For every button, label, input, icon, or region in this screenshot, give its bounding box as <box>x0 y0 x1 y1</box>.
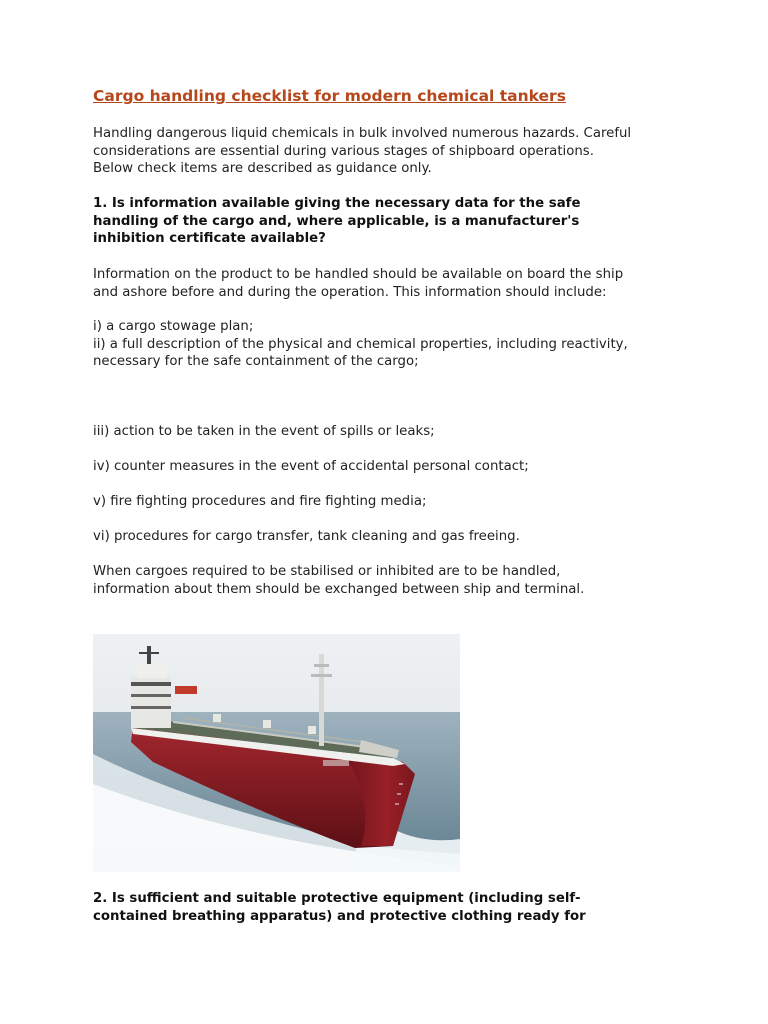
question-1-heading <box>93 195 693 248</box>
question-line: 2. Is sufficient and suitable protective equipment (including self- <box>93 891 581 906</box>
stabilised-paragraph <box>93 563 693 598</box>
info-list-items <box>93 318 693 371</box>
list-item-text: vi) procedures for cargo transfer, tank cleaning and gas freeing. <box>93 529 520 544</box>
list-item-text: iii) action to be taken in the event of spills or leaks; <box>93 424 435 439</box>
list-item <box>93 528 693 546</box>
paragraph-line: information about them should be exchanged between ship and terminal. <box>93 581 585 597</box>
list-item <box>93 493 693 511</box>
intro-line: Handling dangerous liquid chemicals in bulk involved numerous hazards. Careful <box>93 126 632 141</box>
info-paragraph <box>93 266 693 301</box>
list-item <box>93 423 693 441</box>
list-item <box>93 458 693 476</box>
tanker-photo <box>93 634 460 872</box>
intro-paragraph <box>93 125 693 178</box>
question-line: contained breathing apparatus) and protective clothing ready for <box>93 908 586 924</box>
question-line: inhibition certificate available? <box>93 231 326 247</box>
page-title: Cargo handling checklist for modern chemical tankers <box>93 87 566 105</box>
intro-line: Below check items are described as guidance only. <box>93 161 432 177</box>
question-line: 1. Is information available giving the necessary data for the safe <box>93 196 581 211</box>
info-line: and ashore before and during the operation. This information should include: <box>93 284 607 300</box>
paragraph-line: When cargoes required to be stabilised or inhibited are to be handled, <box>93 564 561 579</box>
question-line: handling of the cargo and, where applicable, is a manufacturer's <box>93 213 580 229</box>
list-item: ii) a full description of the physical and chemical properties, including reactivity, <box>93 336 628 352</box>
chemical-tanker-image <box>93 634 460 872</box>
intro-line: considerations are essential during various stages of shipboard operations. <box>93 143 594 159</box>
list-item-text: v) fire fighting procedures and fire fighting media; <box>93 494 427 509</box>
question-2-heading <box>93 890 693 925</box>
info-line: Information on the product to be handled should be available on board the ship <box>93 267 624 282</box>
list-item: necessary for the safe containment of the cargo; <box>93 354 419 370</box>
list-item: i) a cargo stowage plan; <box>93 319 254 334</box>
list-item-text: iv) counter measures in the event of accidental personal contact; <box>93 459 529 474</box>
